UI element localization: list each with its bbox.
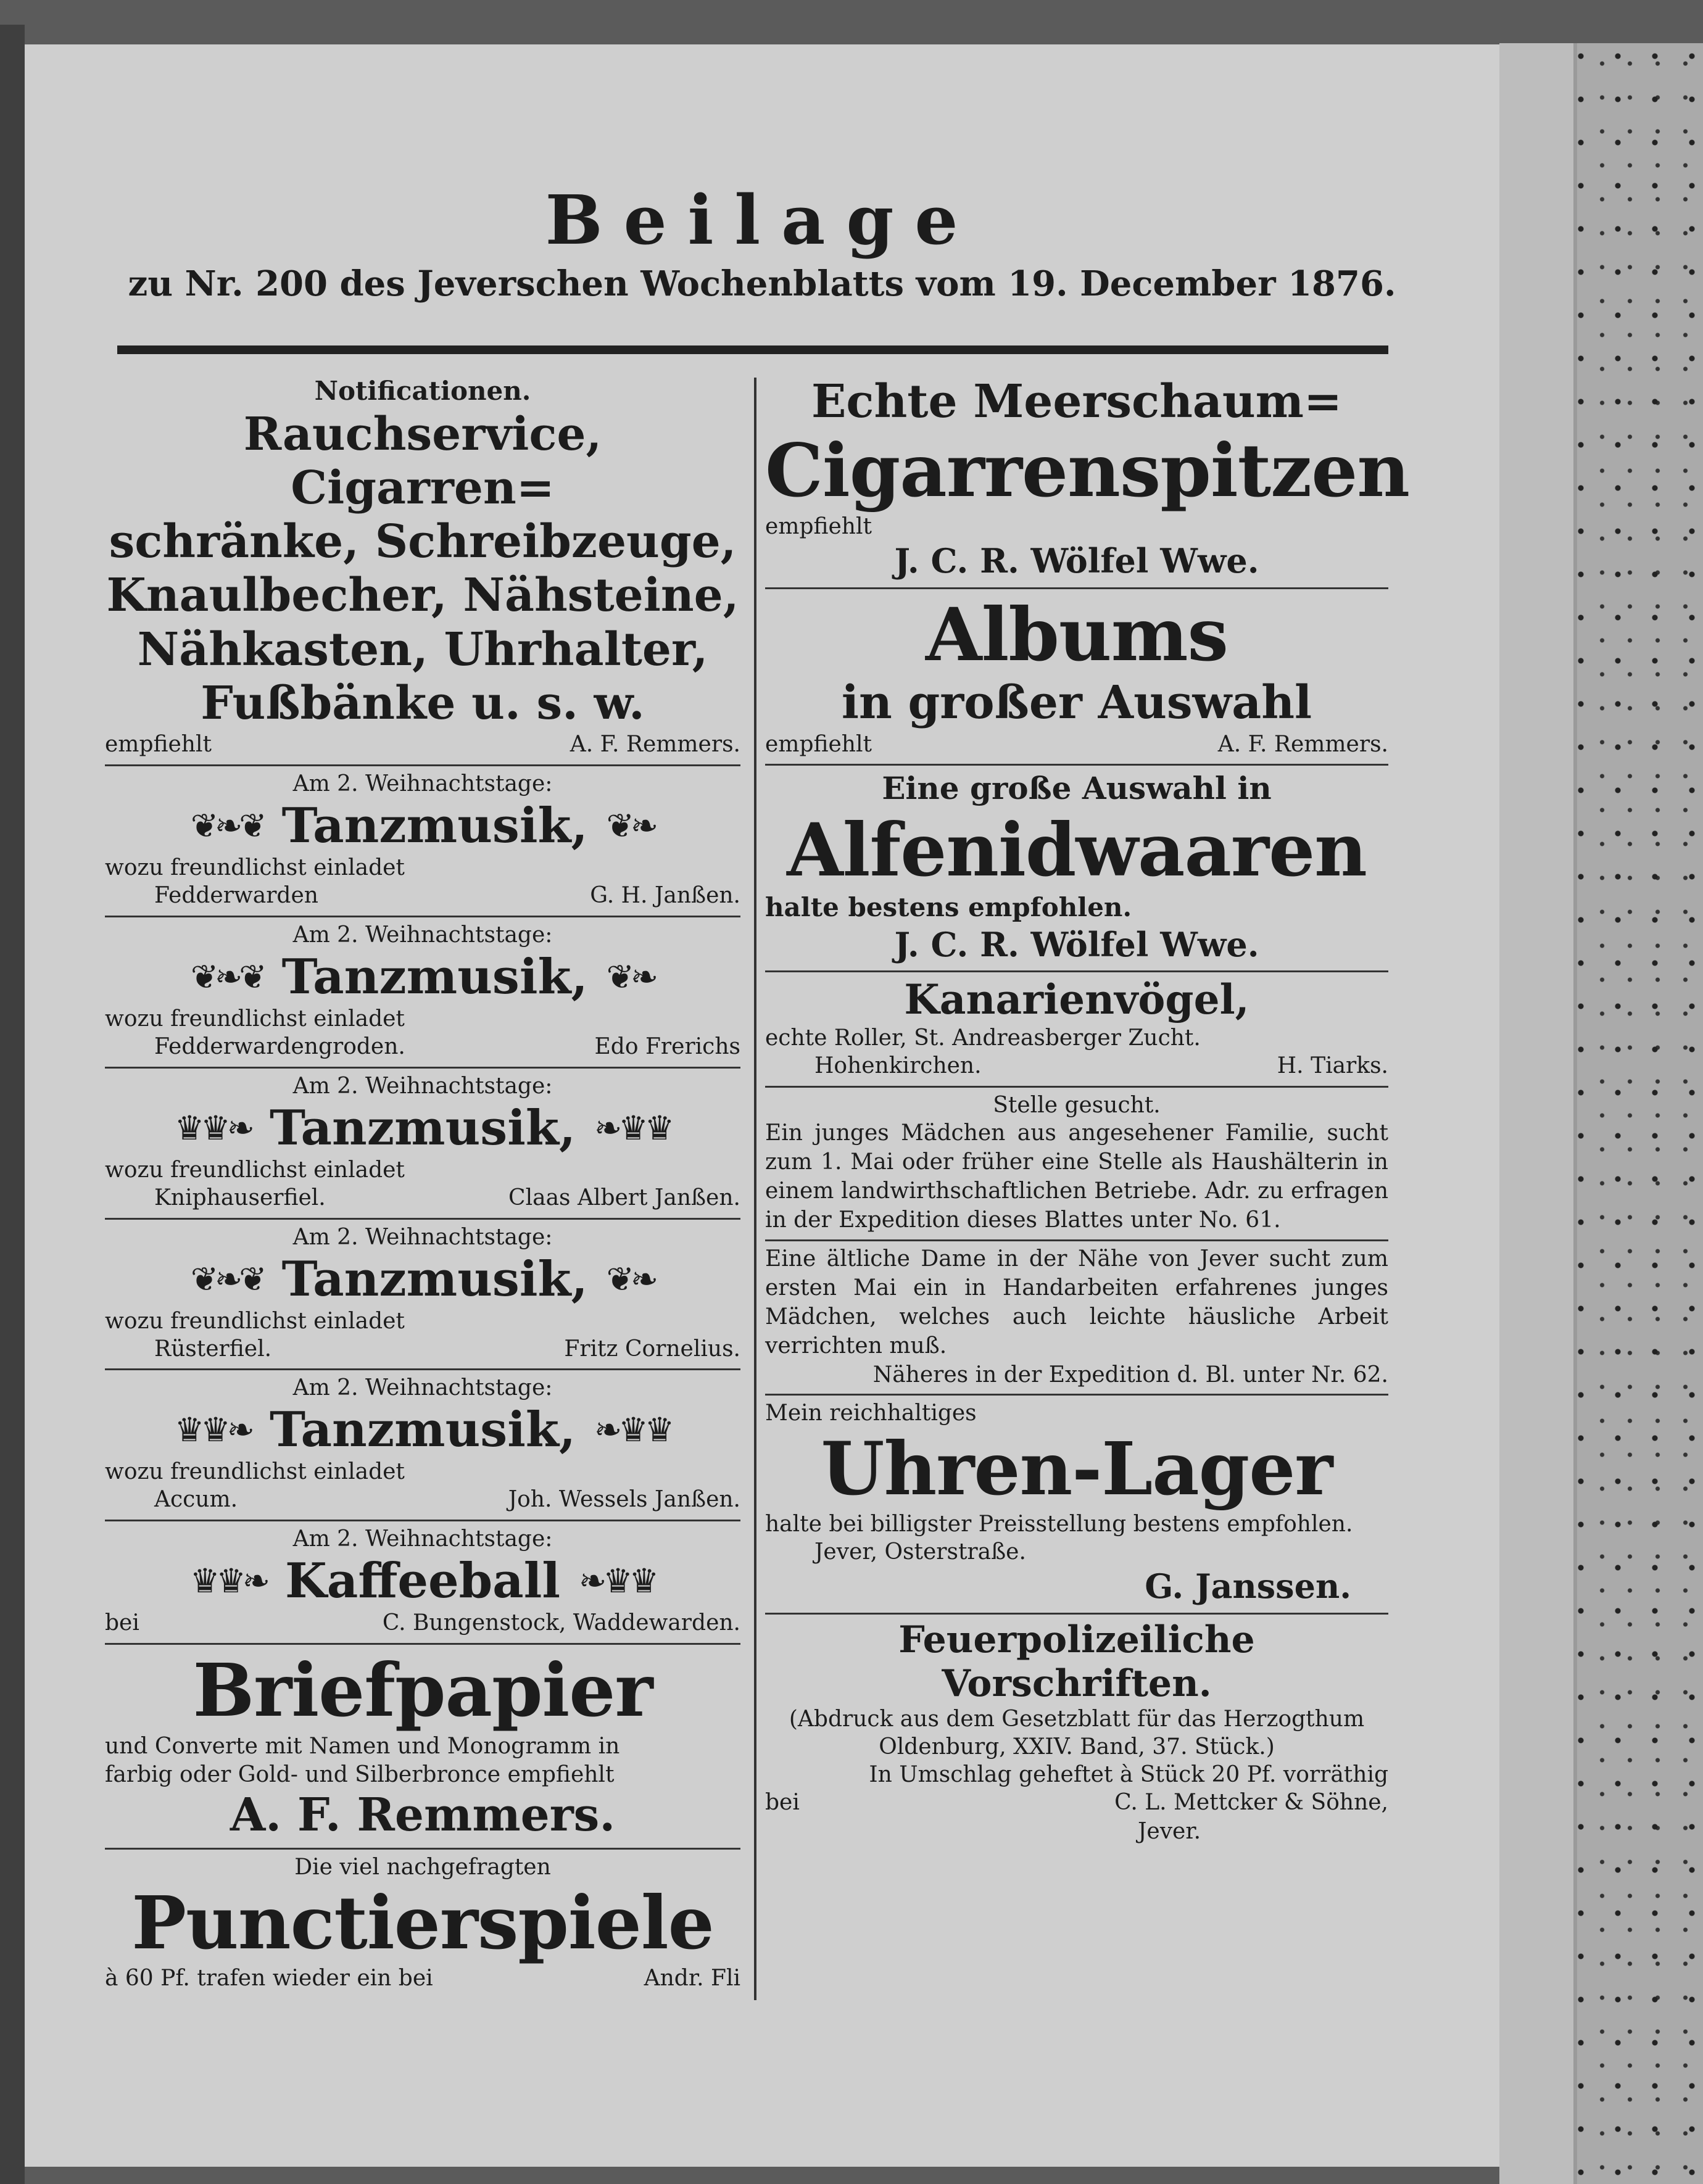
ad-host: Fritz Cornelius. [564, 1336, 740, 1362]
ad-title: Kaffeeball [285, 1553, 560, 1610]
ad-title: Feuerpolizeiliche Vorschriften. [898, 1618, 1255, 1705]
ad-title: Tanzmusik, [269, 1402, 576, 1458]
ad-recommend: empfiehlt [765, 514, 872, 539]
newspaper-page [25, 44, 1499, 2167]
ornament-icon: ❦❧❦ [190, 957, 263, 996]
ad-host: C. Bungenstock, Waddewarden. [382, 1610, 740, 1636]
ad-invite: wozu freundlichst einladet [105, 1006, 405, 1032]
ad-host: Joh. Wessels Janßen. [508, 1487, 740, 1513]
ad-title: Tanzmusik, [269, 1099, 576, 1156]
ornament-icon: ❧♛♛ [594, 1108, 671, 1148]
ornament-icon: ❦❧ [606, 1259, 655, 1299]
ad-signer: A. F. Remmers. [1217, 731, 1388, 757]
ornament-icon: ❧♛♛ [578, 1561, 656, 1601]
ad-place: Fedderwarden [154, 883, 318, 909]
page-subtitle: zu Nr. 200 des Jeverschen Wochenblatts vom 19. December 1876. [128, 263, 1396, 304]
ad-title: Kanarienvögel, [904, 975, 1249, 1024]
ad-title: Briefpapier [193, 1647, 653, 1733]
ad-meerschaum [765, 371, 1410, 589]
ornament-icon: ❦❧ [606, 957, 655, 996]
ad-date: Am 2. Weihnachtstage: [292, 1375, 553, 1401]
ad-signer: A. F. Remmers. [230, 1789, 616, 1842]
ad-text: farbig oder Gold- und Silberbronce empfiehlt [105, 1762, 615, 1788]
ad-tanzmusik-4 [105, 1220, 740, 1371]
ad-recommend: empfiehlt [765, 731, 872, 757]
ad-text: halte bei billigster Preisstellung bestens empfohlen. [765, 1512, 1353, 1537]
ad-line: Fußbänke u. s. w. [201, 677, 645, 730]
ad-title: Alfenidwaaren [787, 806, 1367, 893]
ad-tanzmusik-3 [105, 1069, 740, 1220]
ad-tanzmusik-1 [105, 766, 740, 917]
ad-title: Tanzmusik, [281, 1251, 588, 1307]
ornament-icon: ❦❧❦ [190, 806, 263, 846]
ornament-icon: ♛♛❧ [189, 1561, 267, 1601]
ornament-icon: ❦❧ [606, 806, 655, 846]
ad-text: echte Roller, St. Andreasberger Zucht. [765, 1025, 1201, 1051]
masthead [25, 180, 1499, 304]
book-edge [1499, 43, 1703, 2184]
ad-title: Tanzmusik, [281, 798, 588, 854]
ad-reference: Näheres in der Expedition d. Bl. unter Nr. 62. [872, 1362, 1388, 1388]
ad-heading: Notificationen. [314, 376, 531, 406]
ad-title: Punctierspiele [131, 1879, 714, 1966]
adjacent-page-edge [0, 25, 25, 2184]
ad-date: Am 2. Weihnachtstage: [292, 1224, 553, 1250]
ad-subtitle: in großer Auswahl [841, 676, 1312, 730]
ad-signer: C. L. Mettcker & Söhne, [1114, 1790, 1388, 1816]
ad-signer: J. C. R. Wölfel Wwe. [894, 541, 1259, 581]
ad-host: Edo Frerichs [594, 1033, 740, 1059]
page-title: Beilage [545, 180, 979, 260]
ad-text: und Converte mit Namen und Monogramm in [105, 1733, 620, 1759]
ad-kanarienvoegel [765, 972, 1388, 1088]
ad-signer: A. F. Remmers. [570, 732, 740, 758]
ornament-icon: ♛♛❧ [174, 1108, 251, 1148]
ad-line: Nähkasten, Uhrhalter, [137, 623, 708, 676]
ad-date: Am 2. Weihnachtstage: [292, 1073, 553, 1099]
ad-notificationen [105, 371, 740, 766]
ad-title: Tanzmusik, [281, 948, 588, 1005]
ad-date: Am 2. Weihnachtstage: [292, 771, 553, 797]
ad-host: Claas Albert Janßen. [508, 1185, 740, 1210]
ad-tanzmusik-2 [105, 917, 740, 1069]
header-rule [117, 345, 1388, 354]
ad-text: à 60 Pf. trafen wieder ein bei [105, 1966, 433, 1992]
left-column [105, 371, 740, 1998]
ad-text: Oldenburg, XXIV. Band, 37. Stück.) [879, 1734, 1275, 1760]
ad-kaffeeball [105, 1521, 740, 1645]
ad-text: halte bestens empfohlen. [765, 892, 1132, 923]
ad-stelle-gesucht [765, 1088, 1388, 1241]
ad-place: Jever, Osterstraße. [814, 1539, 1026, 1565]
ad-place: Rüsterfiel. [154, 1336, 272, 1362]
ad-recommend: empfiehlt [105, 732, 212, 758]
ad-invite: wozu freundlichst einladet [105, 855, 405, 881]
ad-line: Knaulbecher, Nähsteine, [106, 569, 739, 623]
ad-title: Albums [926, 591, 1228, 677]
ad-uhren-lager [765, 1396, 1388, 1615]
ad-line: schränke, Schreibzeuge, [109, 515, 737, 569]
ad-briefpapier [105, 1645, 740, 1850]
ad-signer: Andr. Fli [644, 1966, 740, 1992]
ad-title: Cigarrenspitzen [765, 428, 1410, 514]
ad-place: Fedderwardengroden. [154, 1033, 405, 1059]
ad-lead: Mein reichhaltiges [765, 1400, 977, 1426]
ad-line: Echte Meerschaum= [811, 375, 1342, 428]
ad-host: G. H. Janßen. [590, 883, 740, 909]
ad-place: Accum. [154, 1487, 238, 1513]
ad-signer: H. Tiarks. [1277, 1053, 1388, 1079]
ornament-icon: ♛♛❧ [174, 1410, 251, 1450]
ad-bei: bei [105, 1610, 139, 1636]
ad-heading: Stelle gesucht. [993, 1093, 1161, 1119]
ad-tanzmusik-5 [105, 1370, 740, 1521]
ad-alfenidwaaren [765, 766, 1388, 972]
ad-text: (Abdruck aus dem Gesetzblatt für das Herzogthum [789, 1706, 1365, 1732]
ad-signer: G. Janssen. [1145, 1566, 1351, 1607]
ad-invite: wozu freundlichst einladet [105, 1308, 405, 1334]
ad-albums [765, 589, 1388, 766]
ad-place: Hohenkirchen. [814, 1053, 982, 1079]
column-divider [754, 378, 756, 2000]
ad-punctierspiele [105, 1850, 740, 1998]
ornament-icon: ❦❧❦ [190, 1259, 263, 1299]
ad-place: Kniphauserfiel. [154, 1185, 326, 1210]
ornament-icon: ❧♛♛ [594, 1410, 671, 1450]
ad-lead: Die viel nachgefragten [294, 1854, 551, 1880]
ad-invite: wozu freundlichst einladet [105, 1157, 405, 1183]
ad-date: Am 2. Weihnachtstage: [292, 1526, 553, 1552]
ad-text: Ein junges Mädchen aus angesehener Familie, sucht zum 1. Mai oder früher eine Stelle als Haushälterin in einem landwirthschaftlichen Betriebe. Adr. zu erfragen in der Expedition dieses Blattes unter No. 61. [765, 1120, 1388, 1233]
ad-dame [765, 1241, 1388, 1395]
ad-signer: J. C. R. Wölfel Wwe. [894, 924, 1259, 964]
ad-town: Jever. [1137, 1819, 1201, 1845]
ad-invite: wozu freundlichst einladet [105, 1459, 405, 1485]
ad-title: Uhren-Lager [821, 1425, 1333, 1512]
ad-line: Rauchservice, Cigarren= [243, 407, 602, 515]
ad-bei: bei [765, 1790, 800, 1816]
right-column [765, 371, 1410, 1850]
ad-text: Eine ältliche Dame in der Nähe von Jever sucht zum ersten Mai ein in Handarbeiten erfahrenes junges Mädchen, welches auch leichte häusliche Arbeit verrichten muß. [765, 1246, 1388, 1359]
ad-lead: Eine große Auswahl in [882, 770, 1272, 807]
ad-text: In Umschlag geheftet à Stück 20 Pf. vorräthig [869, 1762, 1388, 1788]
ad-feuerpolizei [765, 1615, 1388, 1850]
ad-date: Am 2. Weihnachtstage: [292, 922, 553, 948]
